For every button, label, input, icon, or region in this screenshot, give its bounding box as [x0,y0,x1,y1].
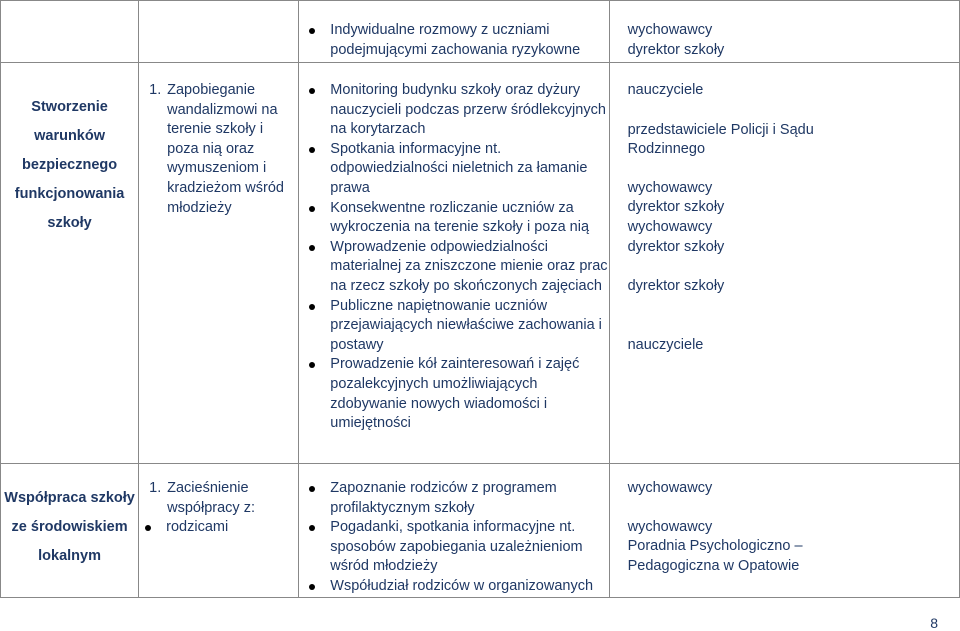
area-text: szkoły [47,215,92,231]
activity-item: Konsekwentne rozliczanie uczniów za wykroczenia na terenie szkoły i poza nią [299,199,608,238]
activities-cell [299,464,609,598]
activities-cell [299,63,609,464]
table-row [1,1,960,63]
area-text: Stworzenie [31,99,108,115]
goal-text: Zapobieganie wandalizmowi na terenie szkoły i poza nią oraz wymuszeniom i kradzieżom wśród młodzieży [167,82,284,216]
area-cell [1,63,139,464]
area-cell [1,1,139,63]
area-text: bezpiecznego [22,157,118,173]
activity-item: odpowiedzialności nieletnich za łamanie prawa [330,160,588,196]
activity-item: Pogadanki, spotkania informacyjne nt. [299,518,608,538]
responsible-text: dyrektor szkoły [627,278,725,295]
goal-cell [139,63,299,464]
responsible-text: nauczyciele [627,82,704,98]
responsible-cell [609,464,959,598]
activity-item: Monitoring budynku szkoły oraz dyżury nauczycieli podczas przerw śródlekcyjnych na korytarzach [299,81,608,140]
responsible-text: dyrektor szkoły [627,199,725,216]
activity-item: Publiczne napiętnowanie uczniów przejawiających niewłaściwe zachowania i postawy [299,297,608,356]
activity-item: Indywidualne rozmowy z uczniami podejmującymi zachowania ryzykowne [299,21,608,60]
activity-item: sposobów zapobiegania uzależnieniom wśród młodzieży [330,538,583,575]
area-text: lokalnym [38,548,101,564]
responsible-text: dyrektor szkoły [627,238,725,255]
table-row [1,464,960,598]
goal-number: 1. [149,480,162,496]
responsible-text: wychowawcy [627,480,713,496]
area-text: warunków [34,128,106,144]
responsible-text: dyrektor szkoły [627,41,725,58]
area-text: funkcjonowania [14,186,125,202]
activity-item: Spotkania informacyjne nt. [299,140,608,160]
activity-item: Wprowadzenie odpowiedzialności materialnej za zniszczone mienie oraz prac na rzecz szkoły po skończonych zajęciach [299,238,608,297]
area-cell [1,464,139,598]
responsible-cell [609,63,959,464]
responsible-text: Poradnia Psychologiczno – Pedagogiczna w Opatowie [627,538,803,574]
activity-item: Zapoznanie rodziców z programem profilaktycznym szkoły [299,479,608,518]
goal-cell [139,464,299,598]
responsible-text: wychowawcy [627,218,713,235]
table-row [1,63,960,464]
responsible-text: wychowawcy [627,179,713,196]
activity-item: Prowadzenie kół zainteresowań i zajęć pozalekcyjnych umożliwiających zdobywanie nowych wiadomości i umiejętności [299,355,608,433]
responsible-text: wychowawcy [627,518,713,535]
area-text: ze środowiskiem [11,519,128,535]
responsible-text: przedstawiciele Policji i Sądu Rodzinnego [627,121,814,158]
goal-number: 1. [149,82,162,98]
page-number: 8 [930,615,938,631]
activity-item: Współudział rodziców w organizowanych [299,577,608,597]
goal-subitem: rodzicami [135,518,298,538]
area-text: Współpraca szkoły [4,490,135,506]
responsible-text: wychowawcy [627,22,713,38]
goal-cell [139,1,299,63]
responsible-cell [609,1,959,63]
activities-cell [299,1,609,63]
goal-text: Zacieśnienie współpracy z: [167,480,255,516]
responsible-text: nauczyciele [627,336,704,353]
